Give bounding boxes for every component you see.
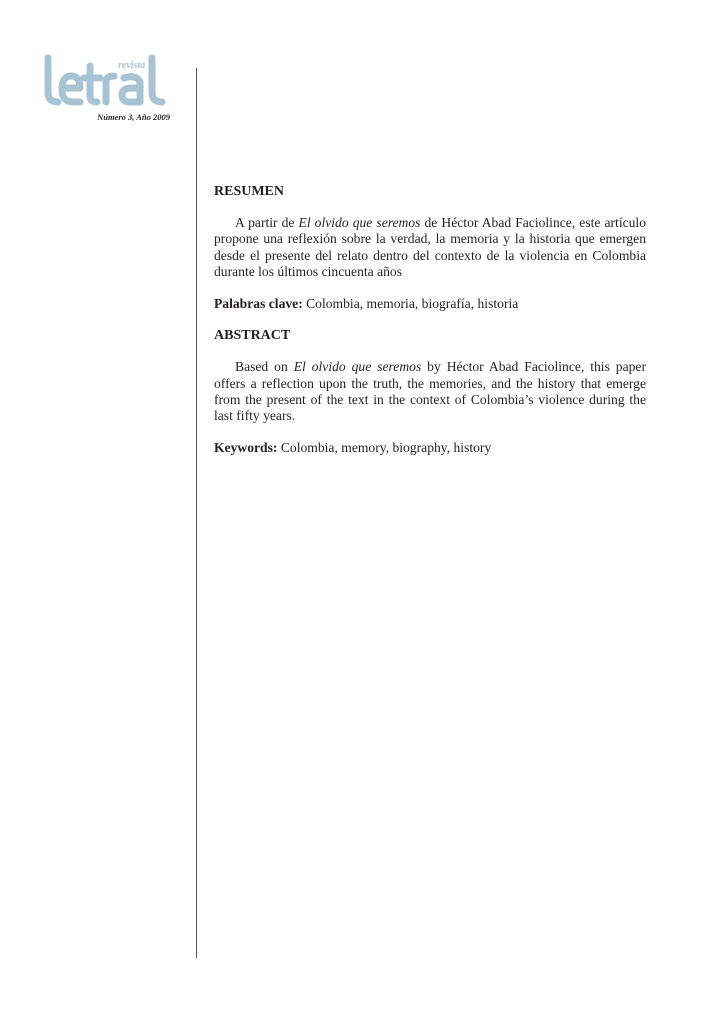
resumen-book-title: El olvido que seremos xyxy=(298,215,421,231)
resumen-text xyxy=(214,215,646,280)
abstract-book-title: El olvido que seremos xyxy=(293,359,422,375)
logo-tag: revista xyxy=(118,60,146,71)
resumen-lead: A partir de xyxy=(235,215,299,231)
article-abstracts xyxy=(214,184,646,456)
issue-number: Número 3, Año 2009 xyxy=(97,112,170,122)
palabras-clave-label: Palabras clave: xyxy=(214,296,303,312)
abstract-heading: ABSTRACT xyxy=(214,328,291,344)
abstract-body: by Héctor Abad Faciolince, this paper offers a reflection upon the truth, the memories, and the history that emerge from the present of the text in the context of Colombia’s violence during the last fifty years. xyxy=(214,359,646,424)
abstract-text xyxy=(214,359,646,424)
palabras-clave-values: Colombia, memoria, biografía, historia xyxy=(302,296,519,312)
letral-logo-icon xyxy=(40,52,175,110)
keywords xyxy=(214,440,646,456)
abstract-lead: Based on xyxy=(235,359,294,375)
palabras-clave xyxy=(214,296,646,312)
keywords-values: Colombia, memory, biography, history xyxy=(277,440,492,456)
vertical-divider xyxy=(196,68,197,958)
journal-logo xyxy=(40,52,175,124)
resumen-heading: RESUMEN xyxy=(214,184,285,199)
keywords-label: Keywords: xyxy=(214,440,278,456)
resumen-body: de Héctor Abad Faciolince, este artículo propone una reflexión sobre la verdad, la memoria y la historia que emergen desde el presente del relato dentro del contexto de la violencia en Colombia durante los últimos cincuenta años xyxy=(214,215,646,279)
